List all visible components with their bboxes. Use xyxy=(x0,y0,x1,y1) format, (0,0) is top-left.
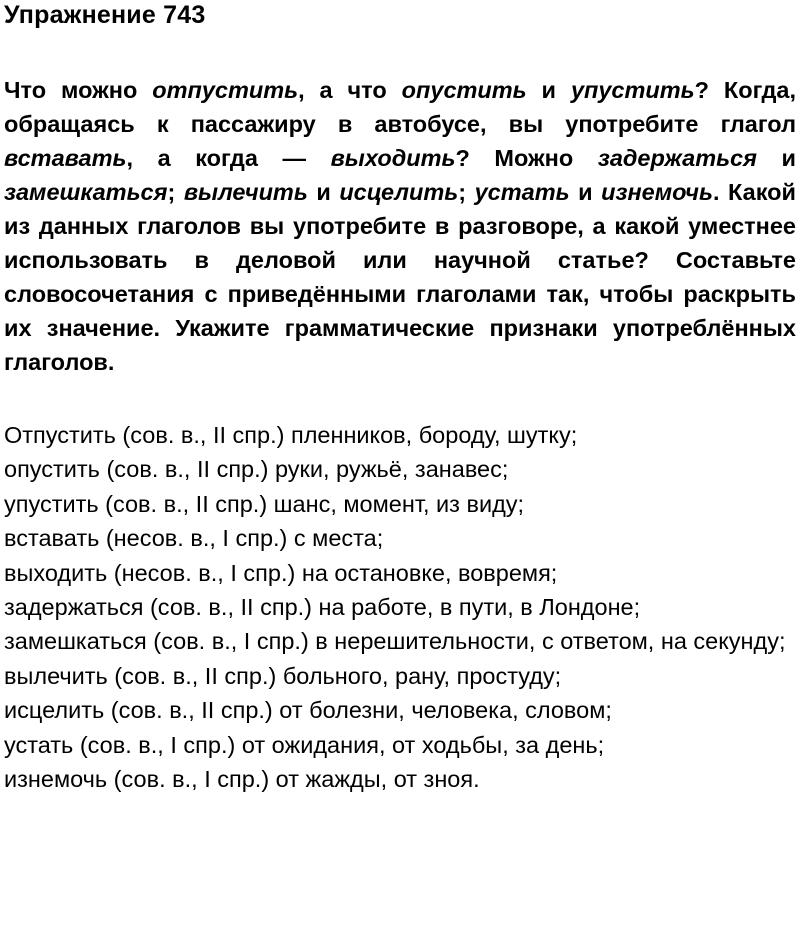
task-verb: исцелить xyxy=(339,179,459,205)
answer-line: устать (сов. в., I спр.) от ожидания, от ходьбы, за день; xyxy=(4,731,605,758)
task-text: ? Можно xyxy=(455,145,598,171)
task-text: , а когда — xyxy=(126,145,331,171)
task-verb: вылечить xyxy=(183,179,308,205)
exercise-task xyxy=(4,73,796,379)
answer-line: исцелить (сов. в., II спр.) от болезни, человека, словом; xyxy=(4,697,612,724)
task-text: ? Когда, обращаясь к пассажиру в автобусе, вы употребите глагол xyxy=(4,77,796,137)
answer-line: задержаться (сов. в., II спр.) на работе, в пути, в Лондоне; xyxy=(4,594,641,621)
answer-line: упустить (сов. в., II спр.) шанс, момент, из виду; xyxy=(4,490,525,517)
task-text: , а что xyxy=(298,77,402,103)
task-text: ; xyxy=(458,179,475,205)
task-text: ; xyxy=(167,179,184,205)
task-verb: вставать xyxy=(4,145,127,171)
answer-line: вылечить (сов. в., II спр.) больного, рану, простуду; xyxy=(4,662,562,689)
task-verb: выходить xyxy=(330,145,456,171)
answer-line: вставать (несов. в., I спр.) с места; xyxy=(4,525,384,552)
task-verb: опустить xyxy=(401,77,527,103)
task-verb: устать xyxy=(474,179,570,205)
answer-list xyxy=(4,418,796,796)
exercise-title: Упражнение 743 xyxy=(4,1,206,29)
task-text: и xyxy=(307,179,340,205)
task-text: и xyxy=(526,77,571,103)
task-verb: задержаться xyxy=(597,145,757,171)
task-verb: упустить xyxy=(570,77,695,103)
task-text: . Какой из данных глаголов вы употребите в разговоре, а какой уместнее использовать в деловой или научной статье? Составьте словосочетания с приведёнными глаголами так, чтобы раскрыть их значение. Укажите грамматические признаки употреблённых глаголов. xyxy=(4,179,796,375)
answer-line: выходить (несов. в., I спр.) на остановке, вовремя; xyxy=(4,559,558,586)
task-text: и xyxy=(569,179,602,205)
task-verb: изнемочь xyxy=(601,179,713,205)
answer-line: изнемочь (сов. в., I спр.) от жажды, от зноя. xyxy=(4,766,480,793)
task-text: и xyxy=(756,145,796,171)
answer-line: опустить (сов. в., II спр.) руки, ружьё, занавес; xyxy=(4,456,509,483)
task-verb: замешкаться xyxy=(4,179,168,205)
task-text: Что можно xyxy=(4,77,153,103)
task-verb: отпустить xyxy=(152,77,299,103)
answer-line: Отпустить (сов. в., II спр.) пленников, бороду, шутку; xyxy=(4,422,578,448)
answer-line: замешкаться (сов. в., I спр.) в нерешительности, с ответом, на секунду; xyxy=(4,628,786,655)
